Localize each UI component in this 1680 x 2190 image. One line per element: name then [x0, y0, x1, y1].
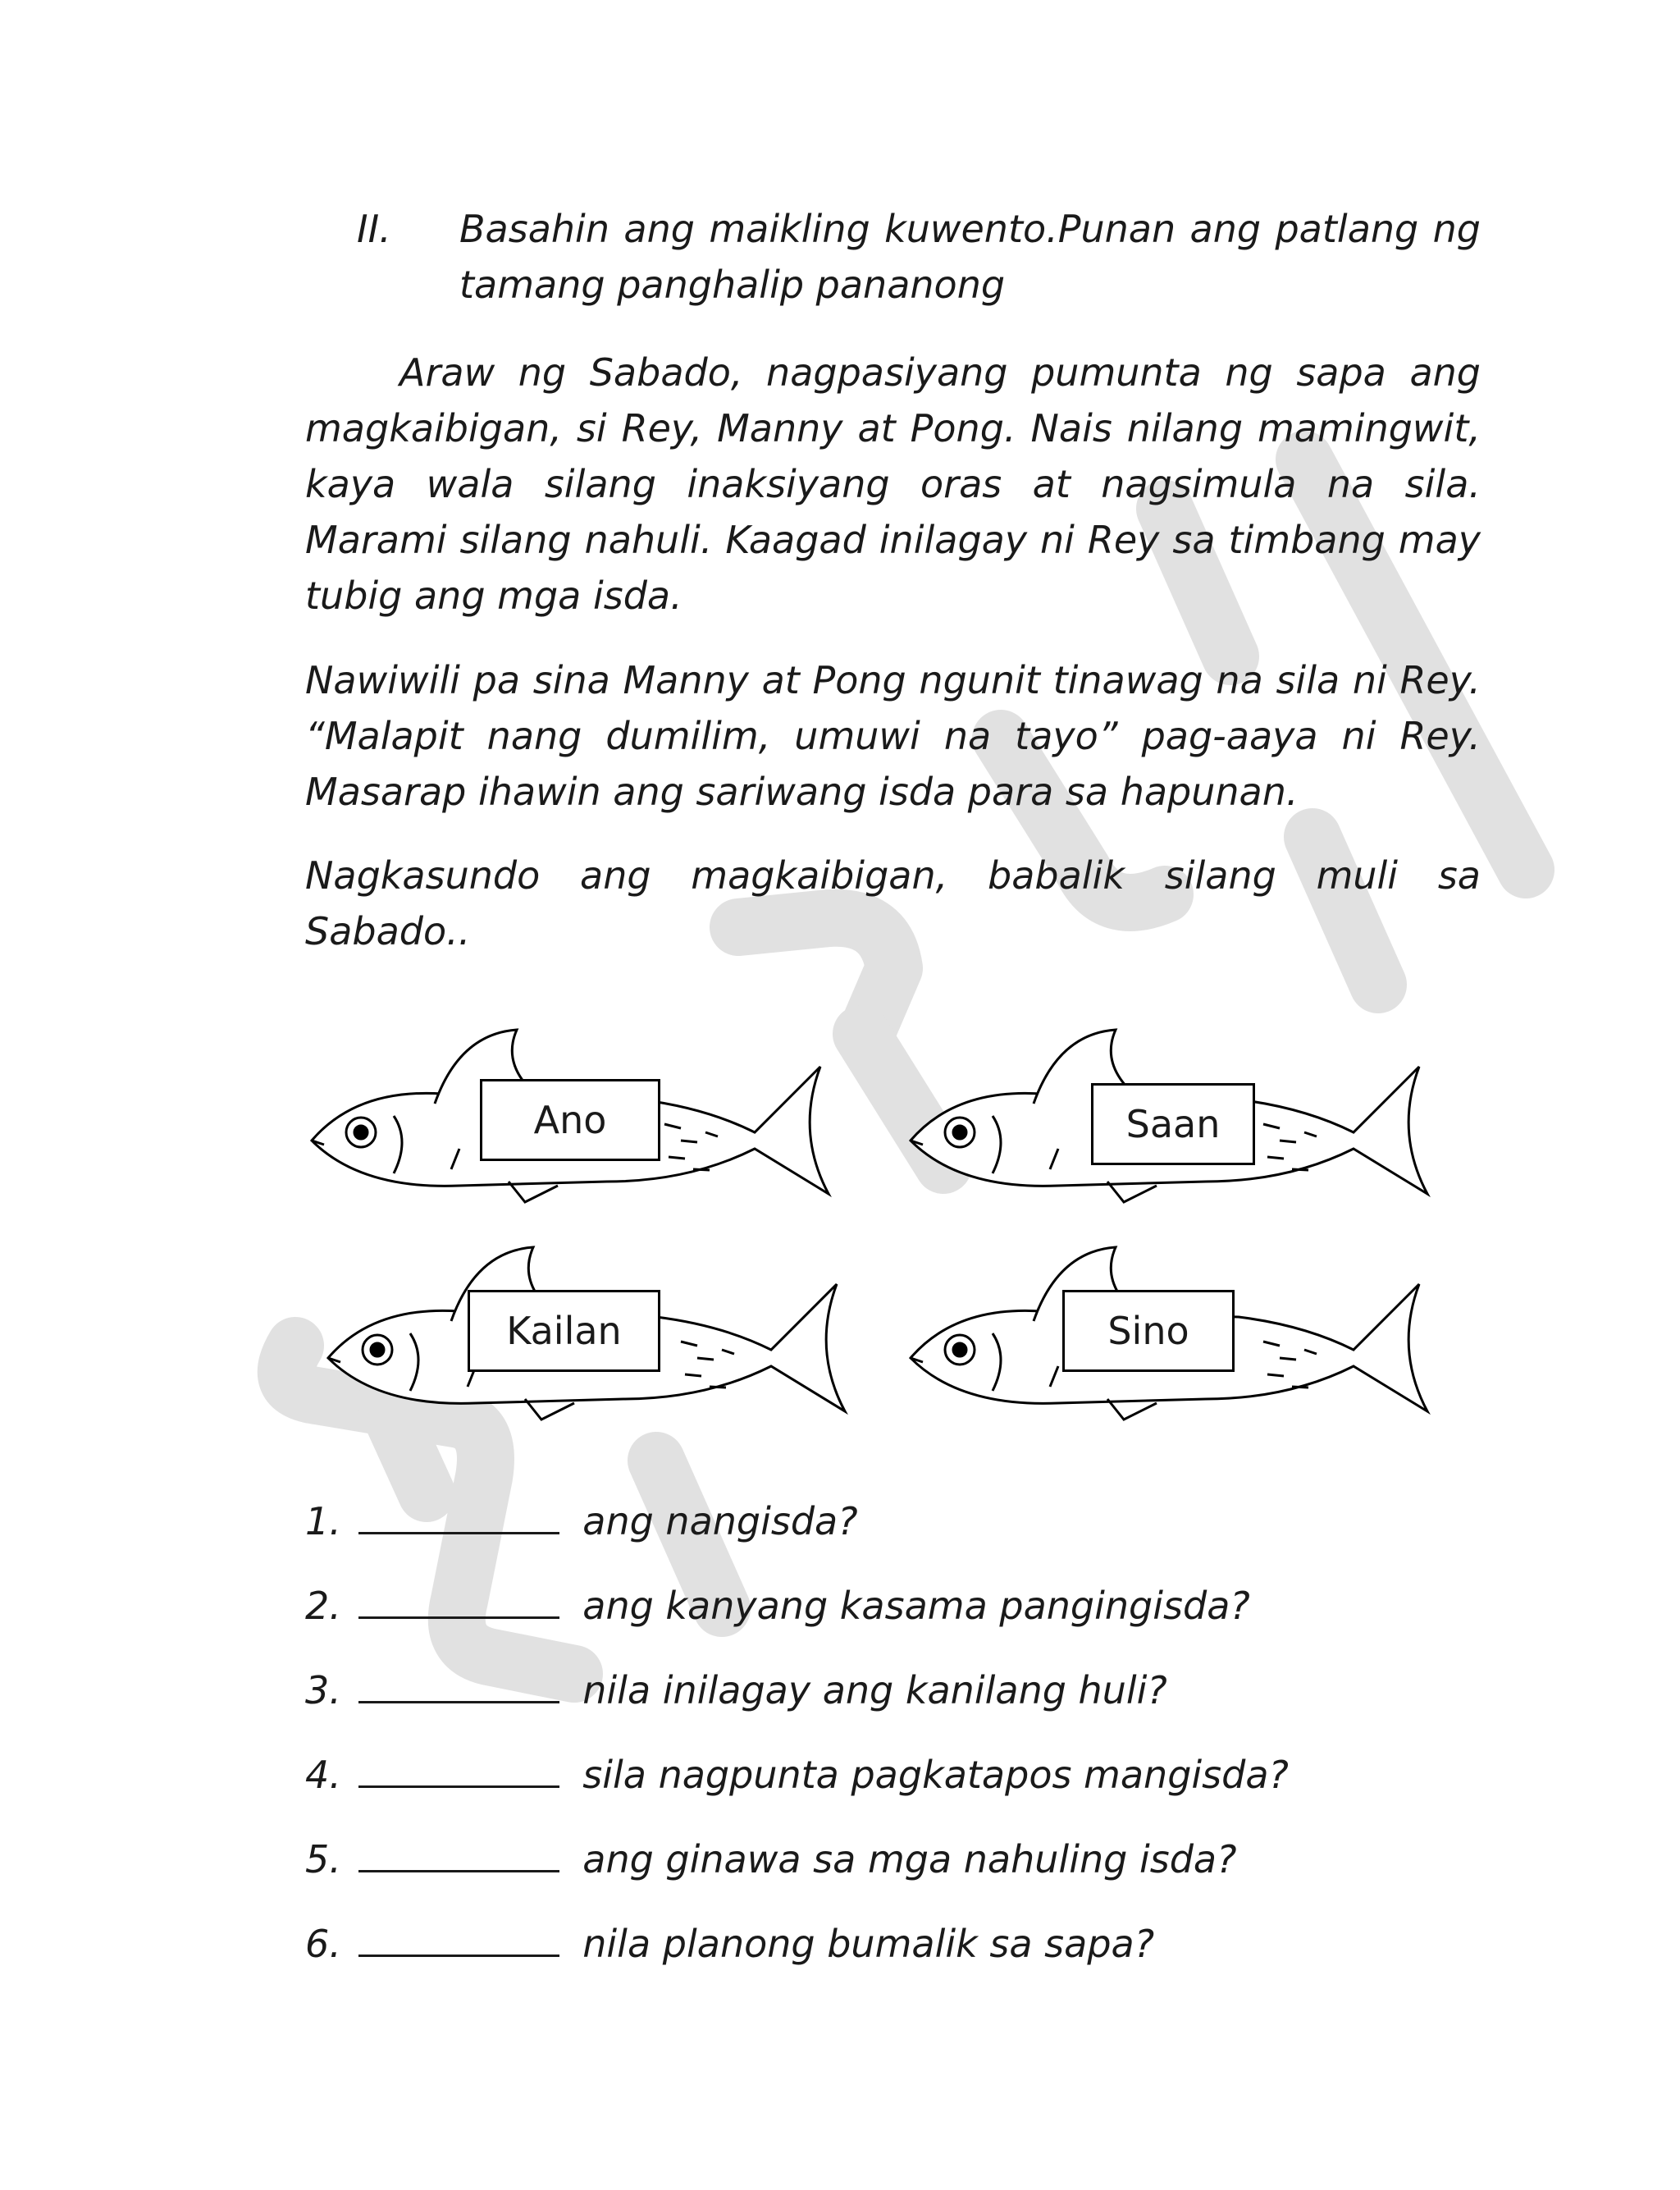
question-text: nila inilagay ang kanilang huli? [582, 1668, 1167, 1712]
question-item [305, 1578, 1481, 1662]
question-number: 3. [305, 1668, 341, 1712]
question-text: sila nagpunta pagkatapos mangisda? [582, 1753, 1289, 1797]
fish-card-sino [894, 1235, 1452, 1424]
question-item [305, 1493, 1481, 1578]
question-number: 5. [305, 1837, 341, 1881]
fish-card-kailan [312, 1235, 870, 1424]
answer-blank[interactable] [358, 1832, 559, 1872]
answer-blank[interactable] [358, 1494, 559, 1534]
story-paragraph-2: Nawiwili pa sina Manny at Pong ngunit tinawag na sila ni Rey. “Malapit nang dumilim, umuwi na tayo” pag-aaya ni Rey. Masarap ihawin ang sariwang isda para sa hapunan. [305, 658, 1481, 814]
question-item [305, 1747, 1481, 1831]
answer-blank[interactable] [358, 1579, 559, 1619]
answer-blank[interactable] [358, 1748, 559, 1788]
fish-illustrations [295, 1017, 1460, 1444]
story-paragraph-3: Nagkasundo ang magkaibigan, babalik silang muli sa Sabado.. [305, 853, 1481, 953]
fish-label-ano: Ano [480, 1079, 660, 1161]
question-number: 2. [305, 1584, 341, 1628]
question-item [305, 1831, 1481, 1916]
fish-label-kailan: Kailan [468, 1290, 660, 1372]
fish-label-saan: Saan [1091, 1083, 1255, 1165]
story-paragraph-1: Araw ng Sabado, nagpasiyang pumunta ng sapa ang magkaibigan, si Rey, Manny at Pong. Nais nilang mamingwit, kaya wala silang inaksiyang oras at nagsimula na sila. Marami silang nahuli. Kaagad inilagay ni Rey sa timbang may tubig ang mga isda. [305, 350, 1481, 618]
fish-card-saan [894, 1017, 1452, 1206]
fish-label-sino: Sino [1062, 1290, 1235, 1372]
question-text: nila planong bumalik sa sapa? [582, 1922, 1155, 1966]
question-number: 6. [305, 1922, 341, 1966]
answer-blank[interactable] [358, 1663, 559, 1703]
answer-blank[interactable] [358, 1917, 559, 1957]
question-item [305, 1662, 1481, 1747]
question-item [305, 1916, 1481, 2000]
question-number: 1. [305, 1499, 341, 1543]
question-text: ang ginawa sa mga nahuling isda? [582, 1837, 1237, 1881]
question-list [305, 1493, 1481, 2000]
fish-card-ano [295, 1017, 853, 1206]
question-text: ang nangisda? [582, 1499, 858, 1543]
section-number: II. [357, 207, 391, 251]
question-number: 4. [305, 1753, 341, 1797]
question-text: ang kanyang kasama pangingisda? [582, 1584, 1250, 1628]
section-instruction: Basahin ang maikling kuwento.Punan ang patlang ng tamang panghalip pananong [459, 207, 1481, 307]
